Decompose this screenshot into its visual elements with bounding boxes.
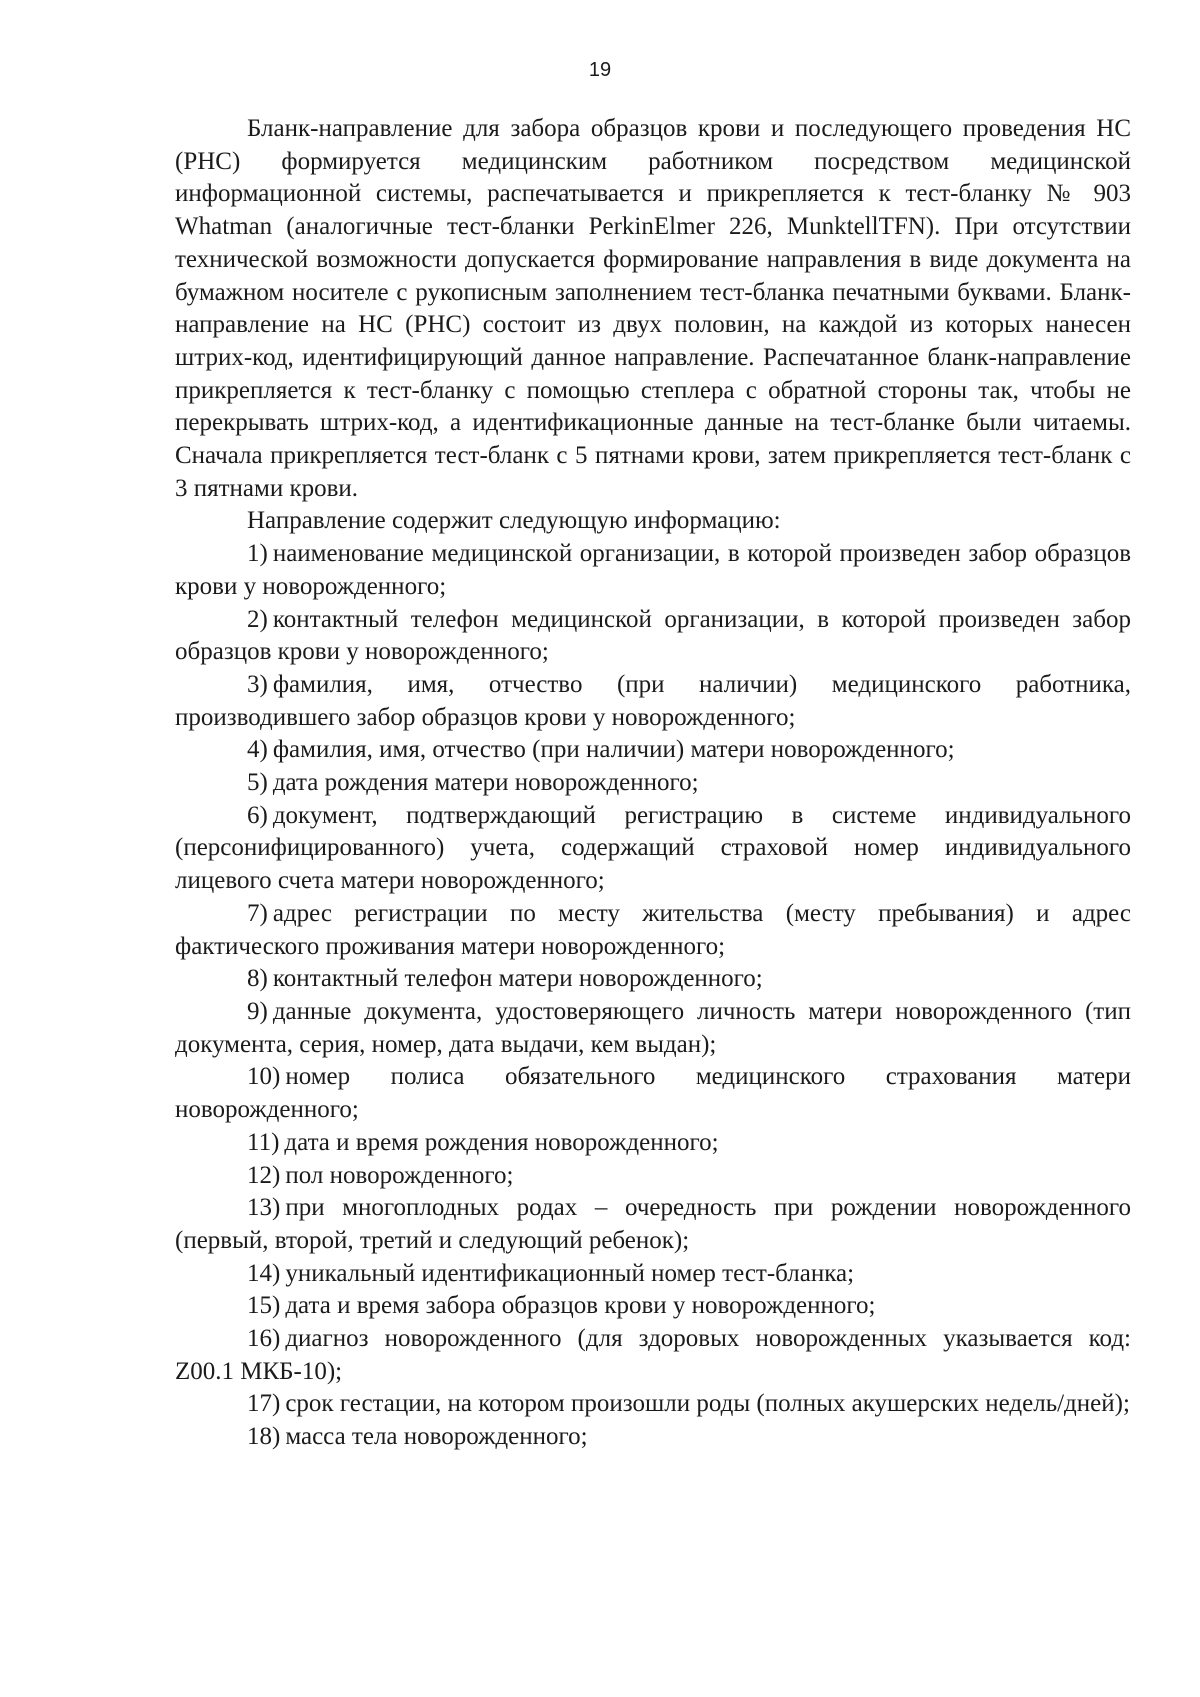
page-content: [175, 113, 1131, 1454]
list-item-text: данные документа, удостоверяющего личность матери новорожденного (тип документа, серия, номер, дата выдачи, кем выдан);: [175, 997, 1131, 1058]
list-item: [175, 1127, 1131, 1160]
list-item-text: контактный телефон медицинской организации, в которой произведен забор образцов крови у новорожденного;: [175, 605, 1131, 666]
list-item: [175, 734, 1131, 767]
list-item: [175, 1192, 1131, 1257]
list-item-number: 6): [247, 801, 268, 829]
list-heading-paragraph: Направление содержит следующую информацию:: [247, 507, 781, 535]
list-item-number: 13): [247, 1194, 281, 1222]
list-item-number: 12): [247, 1161, 281, 1189]
list-item-text: адрес регистрации по месту жительства (месту пребывания) и адрес фактического проживания матери новорожденного;: [175, 899, 1131, 960]
list-item: [175, 1290, 1131, 1323]
list-item: [175, 1388, 1131, 1421]
list-item-text: срок гестации, на котором произошли роды (полных акушерских недель/дней);: [285, 1390, 1130, 1418]
list-item-number: 4): [247, 736, 268, 764]
list-item: [175, 1160, 1131, 1193]
list-item-text: масса тела новорожденного;: [285, 1423, 588, 1451]
list-item-number: 18): [247, 1423, 281, 1451]
list-item-text: фамилия, имя, отчество (при наличии) матери новорожденного;: [272, 736, 955, 764]
list-item: [175, 963, 1131, 996]
list-item-number: 7): [247, 899, 268, 927]
list-item: [175, 604, 1131, 669]
list-item-text: дата и время забора образцов крови у новорожденного;: [285, 1292, 876, 1320]
list-item: [175, 1421, 1131, 1454]
list-item: [175, 898, 1131, 963]
list-item: [175, 1323, 1131, 1388]
list-item: [175, 996, 1131, 1061]
list-item: [175, 669, 1131, 734]
list-item: [175, 1061, 1131, 1126]
list-item-number: 8): [247, 965, 268, 993]
list-item-text: документ, подтверждающий регистрацию в системе индивидуального (персонифицированного) учета, содержащий страховой номер индивидуального лицевого счета матери новорожденного;: [175, 801, 1131, 895]
list-item-number: 16): [247, 1325, 281, 1353]
list-item: [175, 538, 1131, 603]
list-item-number: 3): [247, 670, 268, 698]
list-item-number: 5): [247, 769, 268, 797]
list-item-text: контактный телефон матери новорожденного;: [272, 965, 763, 993]
list-item-text: пол новорожденного;: [285, 1161, 514, 1189]
list-item-number: 14): [247, 1259, 281, 1287]
list-item-text: дата и время рождения новорожденного;: [284, 1128, 719, 1156]
list-item-number: 11): [247, 1128, 280, 1156]
list-item-text: уникальный идентификационный номер тест-бланка;: [285, 1259, 855, 1287]
list-item-text: диагноз новорожденного (для здоровых новорожденных указывается код: Z00.1 МКБ-10);: [175, 1325, 1131, 1385]
list-item-number: 1): [247, 540, 268, 568]
list-item-number: 2): [247, 605, 268, 633]
list-item-text: при многоплодных родах – очередность при рождении новорожденного (первый, второй, третий и следующий ребенок);: [175, 1194, 1131, 1254]
list-item-text: наименование медицинской организации, в которой произведен забор образцов крови у новорожденного;: [175, 540, 1131, 600]
list-item-text: дата рождения матери новорожденного;: [272, 769, 699, 797]
information-list: [175, 538, 1131, 1454]
list-item: [175, 800, 1131, 898]
list-item: [175, 767, 1131, 800]
list-item-text: номер полиса обязательного медицинского страхования матери новорожденного;: [175, 1063, 1131, 1124]
list-item-text: фамилия, имя, отчество (при наличии) медицинского работника, производившего забор образцов крови у новорожденного;: [175, 670, 1131, 731]
page-number: 19: [588, 59, 612, 81]
list-item: [175, 1258, 1131, 1291]
list-item-number: 17): [247, 1390, 281, 1418]
intro-paragraph: Бланк-направление для забора образцов крови и последующего проведения НС (РНС) формируется медицинским работником посредством медицинской информационной системы, распечатывается и прикрепляется к тест-бланку № 903 Whatman (аналогичные тест-бланки PerkinElmer 226, MunktellTFN). При отсутствии технической возможности допускается формирование направления в виде документа на бумажном носителе с рукописным заполнением тест-бланка печатными буквами. Бланк-направление на НС (РНС) состоит из двух половин, на каждой из которых нанесен штрих-код, идентифицирующий данное направление. Распечатанное бланк-направление прикрепляется к тест-бланку с помощью степлера с обратной стороны так, чтобы не перекрывать штрих-код, а идентификационные данные на тест-бланке были читаемы. Сначала прикрепляется тест-бланк с 5 пятнами крови, затем прикрепляется тест-бланк с 3 пятнами крови.: [175, 115, 1131, 502]
list-item-number: 9): [247, 997, 268, 1025]
list-item-number: 10): [247, 1063, 281, 1091]
list-item-number: 15): [247, 1292, 281, 1320]
